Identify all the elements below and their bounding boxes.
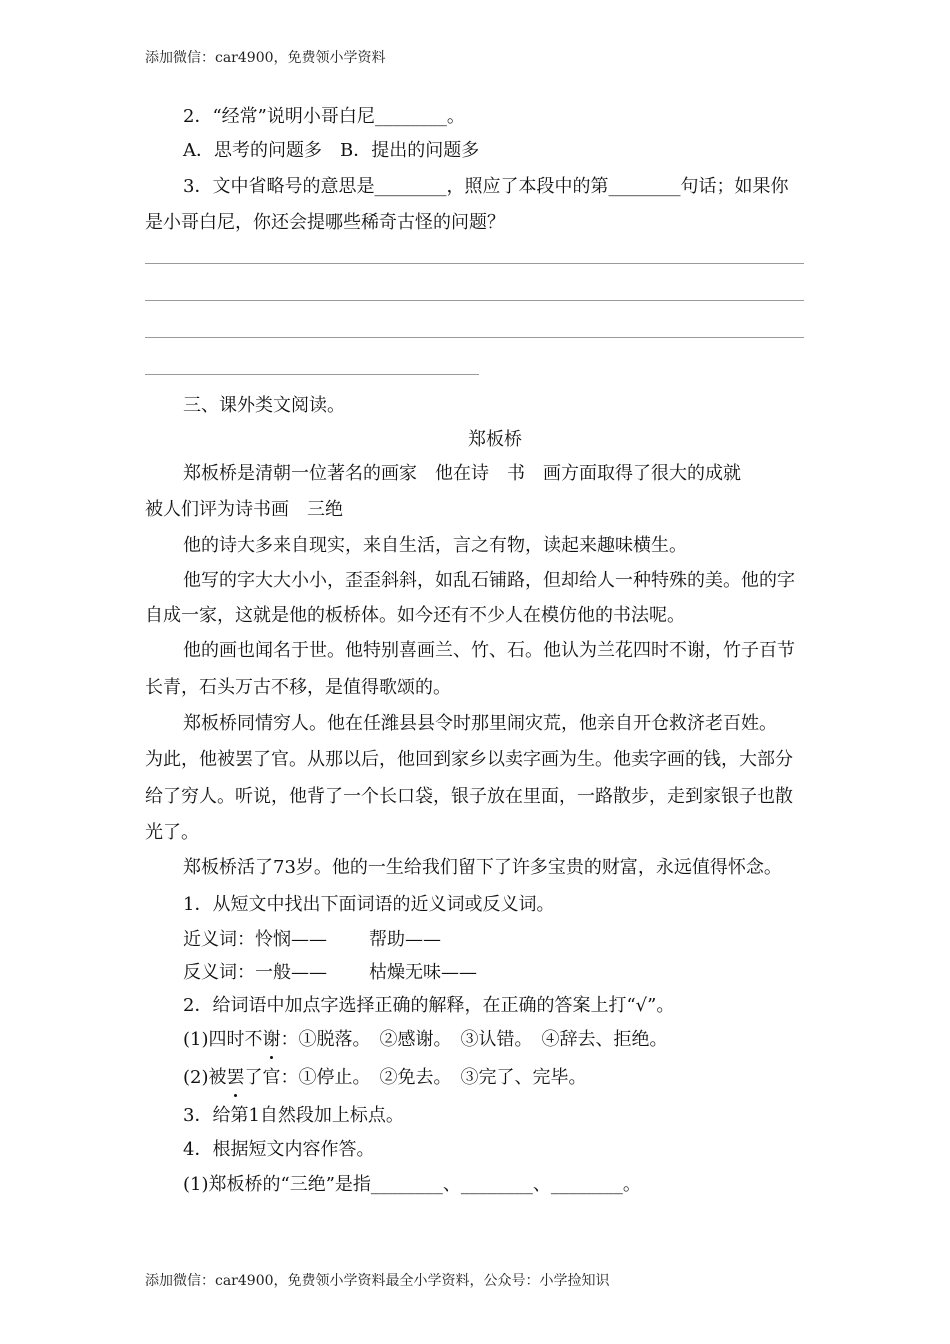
paragraph-5-line-1: 郑板桥同情穷人。他在任潍县县令时那里闹灾荒，他亲自开仓救济老百姓。 bbox=[183, 713, 777, 734]
question-3-line-2: 是小哥白尼，你还会提哪些稀奇古怪的问题？ bbox=[145, 212, 505, 233]
dotted-character: 谢 bbox=[262, 1029, 281, 1050]
exercise-4: 4．根据短文内容作答。 bbox=[183, 1139, 375, 1160]
answer-line-1 bbox=[145, 263, 804, 264]
synonym-item-2: 帮助—— bbox=[369, 929, 441, 950]
paragraph-2: 他的诗大多来自现实，来自生活，言之有物，读起来趣味横生。 bbox=[183, 535, 687, 556]
exercise-2: 2．给词语中加点字选择正确的解释，在正确的答案上打“√”。 bbox=[183, 995, 675, 1016]
paragraph-4-line-2: 长青，石头万古不移，是值得歌颂的。 bbox=[145, 677, 451, 698]
exercise-3: 3．给第1自然段加上标点。 bbox=[183, 1105, 404, 1126]
paragraph-1-line-1: 郑板桥是清朝一位著名的画家 他在诗 书 画方面取得了很大的成就 bbox=[183, 463, 741, 484]
exercise-1: 1．从短文中找出下面词语的近义词或反义词。 bbox=[183, 894, 555, 915]
answer-line-4 bbox=[145, 374, 479, 375]
answer-line-2 bbox=[145, 300, 804, 301]
question-2: 2．“经常”说明小哥白尼________。 bbox=[183, 106, 465, 127]
antonym-item-2: 枯燥无味—— bbox=[369, 962, 477, 983]
paragraph-3-line-1: 他写的字大大小小，歪歪斜斜，如乱石铺路，但却给人一种特殊的美。他的字 bbox=[183, 570, 795, 591]
exercise-1-antonyms bbox=[183, 962, 477, 984]
antonym-item-1: 反义词：一般—— bbox=[183, 962, 327, 983]
paragraph-5-line-4: 光了。 bbox=[145, 822, 199, 843]
page-header: 添加微信：car4900，免费领小学资料 bbox=[145, 50, 386, 66]
section-3-heading: 三、课外类文阅读。 bbox=[183, 395, 345, 416]
paragraph-6: 郑板桥活了73岁。他的一生给我们留下了许多宝贵的财富，永远值得怀念。 bbox=[183, 857, 782, 878]
answer-line-3 bbox=[145, 337, 804, 338]
dotted-character: 罢 bbox=[226, 1067, 245, 1088]
synonym-item-1: 近义词：怜悯—— bbox=[183, 929, 327, 950]
exercise-2-item-1: (1)四时不谢：①脱落。 ②感谢。 ③认错。 ④辞去、拒绝。 bbox=[183, 1029, 668, 1050]
paragraph-3-line-2: 自成一家，这就是他的板桥体。如今还有不少人在模仿他的书法呢。 bbox=[145, 605, 685, 626]
question-3-line-1: 3．文中省略号的意思是________，照应了本段中的第________句话；如果你 bbox=[183, 176, 789, 197]
page-footer: 添加微信：car4900，免费领小学资料最全小学资料，公众号：小学捡知识 bbox=[145, 1273, 610, 1289]
paragraph-5-line-3: 给了穷人。听说，他背了一个长口袋，银子放在里面，一路散步，走到家银子也散 bbox=[145, 786, 793, 807]
paragraph-4-line-1: 他的画也闻名于世。他特别喜画兰、竹、石。他认为兰花四时不谢，竹子百节 bbox=[183, 640, 795, 661]
exercise-4-item-1: (1)郑板桥的“三绝”是指________、________、________。 bbox=[183, 1174, 641, 1195]
exercise-2-item-2: (2)被罢了官：①停止。 ②免去。 ③完了、完毕。 bbox=[183, 1067, 587, 1088]
passage-title: 郑板桥 bbox=[468, 429, 522, 450]
question-2-options: A．思考的问题多 B．提出的问题多 bbox=[183, 140, 480, 161]
paragraph-5-line-2: 为此，他被罢了官。从那以后，他回到家乡以卖字画为生。他卖字画的钱，大部分 bbox=[145, 749, 793, 770]
paragraph-1-line-2: 被人们评为诗书画 三绝 bbox=[145, 499, 343, 520]
exercise-1-synonyms bbox=[183, 929, 441, 951]
